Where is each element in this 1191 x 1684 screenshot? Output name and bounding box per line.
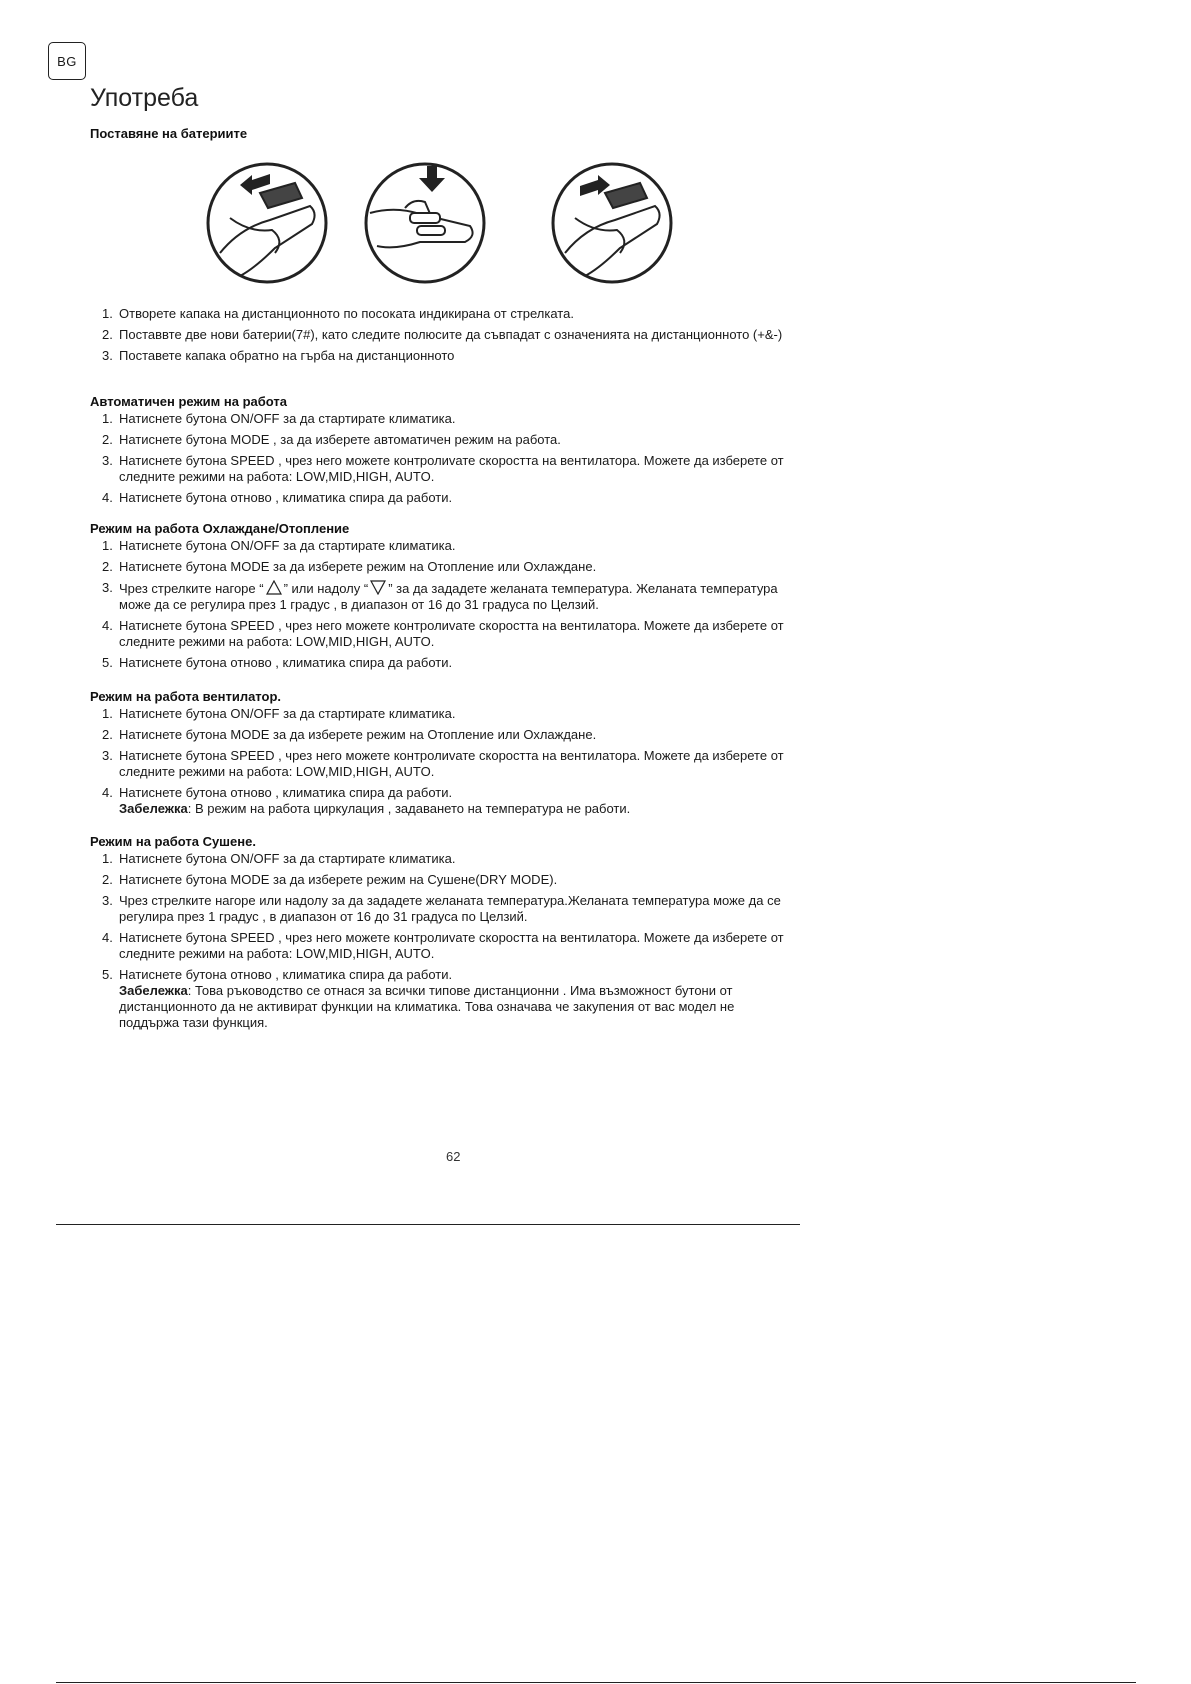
list-item: 3. Натиснете бутона SPEED , чрез него можете контролиvате скоростта на вентилатора. Можете да изберете от следните режими на работа: LOW,MID,HIGH, AUTO.: [102, 748, 784, 779]
list-item: 2. Поставвте две нови батерии(7#), като следите полюсите да съвпадат с означенията на дистанционното (+&-): [102, 327, 783, 342]
list-item: 4. Натиснете бутона отново , климатика спира да работи.: [102, 490, 453, 505]
note-label: Забележка: [119, 801, 188, 816]
list-item: 2. Натиснете бутона MODE за да изберете режим на Отопление или Охлаждане.: [102, 559, 597, 574]
list-item: 2. Натиснете бутона MODE за да изберете режим на Отопление или Охлаждане.: [102, 727, 597, 742]
battery-installation-illustration: [200, 158, 690, 288]
bottom-divider-line: [56, 1682, 1136, 1683]
list-item: 4. Натиснете бутона SPEED , чрез него можете контролиvате скоростта на вентилатора. Можете да изберете от следните режими на работа: LOW,MID,HIGH, AUTO.: [102, 618, 784, 649]
cool-heat-mode-heading: Режим на работа Охлаждане/Отопление: [90, 521, 350, 536]
list-item: 1. Отворете капака на дистанционното по посоката индикирана от стрелката.: [102, 306, 574, 321]
list-item: 1. Натиснете бутона ON/OFF за да стартирате климатика.: [102, 706, 456, 721]
dry-mode-heading: Режим на работа Сушене.: [90, 834, 256, 849]
list-item: 3. Чрез стрелките нагоре “ ” или надолу “ ” за да зададете желаната температура. Желаната температура може да се регулира през 1 градус , в диапазон от 16 до 31 градуса по Целзий.: [102, 580, 778, 612]
list-item: 3. Натиснете бутона SPEED , чрез него можете контролиvате скоростта на вентилатора. Можете да изберете от следните режими на работа: LOW,MID,HIGH, AUTO.: [102, 453, 784, 484]
fan-mode-heading: Режим на работа вентилатор.: [90, 689, 282, 704]
note-text: : Това ръководство се отнася за всички типове дистанционни . Има възможност бутони от дистанционното да не активират функции на климатика. Това означава че закупения от вас модел не поддържа тази функция.: [119, 983, 735, 1030]
list-item: 5. Натиснете бутона отново , климатика спира да работи.: [102, 655, 453, 670]
battery-steps: [90, 306, 790, 369]
list-item: 3. Поставете капака обратно на гърба на дистанционното: [102, 348, 455, 363]
auto-mode-steps: [90, 411, 790, 511]
note-text: : В режим на работа циркулация , задаването на температура не работи.: [187, 801, 631, 816]
list-item: 1. Натиснете бутона ON/OFF за да стартирате климатика.: [102, 411, 456, 426]
language-badge: BG: [48, 42, 86, 80]
page-title: Употреба: [90, 84, 199, 112]
battery-heading: Поставяне на батериите: [90, 126, 248, 141]
list-item: 3. Чрез стрелките нагоре или надолу за да зададете желаната температура.Желаната температура може да се регулира през 1 градус , в диапазон от 16 до 31 градуса по Целзий.: [102, 893, 781, 924]
list-item: 4. Натиснете бутона SPEED , чрез него можете контролиvате скоростта на вентилатора. Можете да изберете от следните режими на работа: LOW,MID,HIGH, AUTO.: [102, 930, 784, 961]
close-cover-illustration: [553, 164, 671, 282]
up-triangle-icon: [266, 580, 282, 595]
list-item: 5. Натиснете бутона отново , климатика спира да работи. Забележка: Това ръководство се отнася за всички типове дистанционни . Има възможност бутони от дистанционното да не активират функции на климатика. Това означава че закупения от вас модел не поддържа тази функция.: [102, 967, 735, 1030]
fan-mode-steps: [90, 706, 790, 822]
down-triangle-icon: [370, 580, 386, 595]
note-label: Забележка: [119, 983, 188, 998]
dry-mode-steps: [90, 851, 790, 1036]
list-item: 1. Натиснете бутона ON/OFF за да стартирате климатика.: [102, 851, 456, 866]
page-number: 62: [446, 1149, 461, 1164]
open-cover-illustration: [208, 164, 326, 282]
list-item: 1. Натиснете бутона ON/OFF за да стартирате климатика.: [102, 538, 456, 553]
list-item: 4. Натиснете бутона отново , климатика спира да работи. Забележка: В режим на работа циркулация , задаването на температура не работи.: [102, 785, 631, 816]
list-item: 2. Натиснете бутона MODE за да изберете режим на Сушене(DRY MODE).: [102, 872, 558, 887]
insert-batteries-illustration: [366, 164, 484, 282]
list-item: 2. Натиснете бутона MODE , за да изберете автоматичен режим на работа.: [102, 432, 561, 447]
auto-mode-heading: Автоматичен режим на работа: [90, 394, 287, 409]
cool-heat-mode-steps: [90, 538, 790, 676]
divider-line: [56, 1224, 800, 1225]
